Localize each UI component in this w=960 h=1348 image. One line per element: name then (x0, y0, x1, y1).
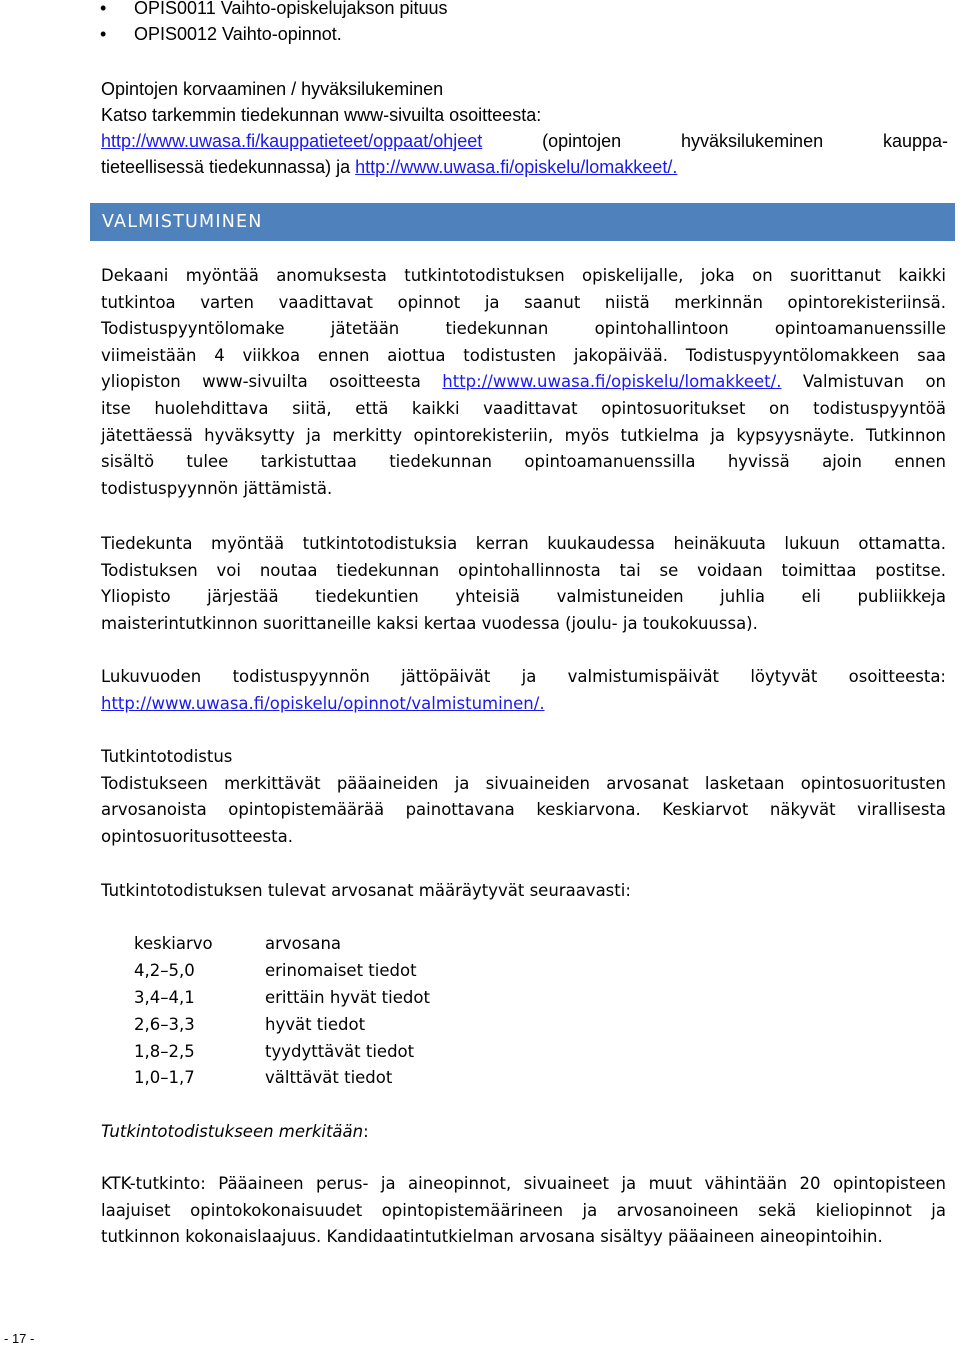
list-item (100, 21, 940, 47)
korvaaminen-title: Opintojen korvaaminen / hyväksilukeminen (101, 79, 444, 99)
paragraph-tutkintotodistus (101, 744, 946, 850)
table-header: arvosana (265, 934, 342, 953)
text-line (101, 691, 946, 718)
table-header-row (134, 931, 430, 958)
text-line: tutkinnon kokonaislaajuus. Kandidaatintutkielman arvosana sisältyy pääaineen aineopintoihin. (101, 1227, 883, 1247)
text-line: sisältö tulee tarkistuttaa tiedekunnan opintoamanuenssilla hyvissä ajoin ennen (101, 452, 946, 472)
table-header: keskiarvo (134, 934, 213, 953)
text-line: Tiedekunta myöntää tutkintotodistuksia kerran kuukaudessa heinäkuuta lukuun ottamatta. (101, 534, 946, 553)
text-line: itse huolehdittava siitä, että kaikki vaadittavat opintosuoritukset on todistuspyyntöä (101, 398, 946, 418)
page-number: - 17 - (4, 1331, 35, 1346)
table-row (134, 1065, 430, 1092)
table-cell: tyydyttävät tiedot (265, 1041, 415, 1061)
table-row (134, 1012, 430, 1039)
text-line: laajuiset opintokokonaisuudet opintopistemäärineen ja arvosanoineen sekä kieliopinnot ja (101, 1200, 946, 1220)
lomakkeet-link[interactable]: http://www.uwasa.fi/opiskelu/lomakkeet/. (442, 372, 782, 392)
text-line: tutkintoa varten vaadittavat opinnot ja saanut niistä merkinnän opintorekisteriinsä. (101, 292, 946, 312)
table-cell: 1,8–2,5 (134, 1041, 195, 1061)
text-fragment: : (363, 1122, 369, 1141)
text-line: viimeistään 4 viikkoa ennen aiottua todistusten jakopäivää. Todistuspyyntölomakkeen saa (101, 345, 946, 365)
table-cell: 4,2–5,0 (134, 960, 195, 980)
table-cell: hyvät tiedot (265, 1014, 366, 1034)
text-line: arvosanoista opintopistemäärää painottavana keskiarvona. Keskiarvot näkyvät virallisesta (101, 800, 946, 820)
lomakkeet-link[interactable]: http://www.uwasa.fi/opiskelu/lomakkeet/. (355, 157, 678, 177)
korvaaminen-section (101, 76, 948, 180)
korvaaminen-line (101, 154, 948, 180)
list-item (100, 0, 940, 21)
text-line: Lukuvuoden todistuspyynnön jättöpäivät ja valmistumispäivät löytyvät osoitteesta: (101, 667, 946, 686)
text-line: Yliopisto järjestää tiedekuntien yhteisiä valmistuneiden juhlia eli publiikkeja (101, 587, 946, 607)
text-line: jätettäessä hyväksytty ja merkitty opintorekisteriin, myös tutkielma ja kypsyysnäyte. Tutkinnon (101, 425, 946, 445)
table-cell: 1,0–1,7 (134, 1068, 195, 1088)
table-row (134, 958, 430, 985)
table-cell: 3,4–4,1 (134, 987, 195, 1007)
text-line: Dekaani myöntää anomuksesta tutkintotodistuksen opiskelijalle, joka on suorittanut kaikki (101, 266, 946, 285)
text-line: Todistuspyyntölomake jätetään tiedekunnan opintohallintoon opintoamanuenssille (101, 319, 946, 339)
korvaaminen-text: tieteellisessä tiedekunnassa) ja (101, 157, 351, 177)
korvaaminen-text: (opintojen hyväksilukeminen kauppa- (542, 131, 948, 151)
paragraph-valmistuminen (101, 263, 946, 502)
text-line: maisterintutkinnon suorittaneille kaksi kertaa vuodessa (joulu- ja toukokuussa). (101, 613, 758, 633)
text-fragment: Valmistuvan on (802, 372, 947, 392)
text-line: Tutkintotodistuksen tulevat arvosanat määräytyvät seuraavasti: (101, 881, 631, 900)
bullet-icon: • (100, 0, 107, 18)
subsection-title: Tutkintotodistus (101, 747, 233, 766)
text-line: todistuspyynnön jättämistä. (101, 478, 333, 498)
ohjeet-link[interactable]: http://www.uwasa.fi/kauppatieteet/oppaat/ohjeet (101, 131, 483, 151)
section-heading: VALMISTUMINEN (102, 212, 263, 232)
paragraph-jattopaivat (101, 664, 946, 717)
paragraph-arvosanat-intro (101, 878, 946, 905)
paragraph-ktk (101, 1171, 946, 1251)
text-line: Todistukseen merkittävät pääaineiden ja sivuaineiden arvosanat lasketaan opintosuoritusten (101, 773, 946, 793)
table-row (134, 1039, 430, 1066)
text-line (101, 369, 946, 396)
table-cell: erinomaiset tiedot (265, 960, 417, 980)
table-cell: välttävät tiedot (265, 1068, 393, 1088)
korvaaminen-line (101, 128, 948, 154)
text-line: KTK-tutkinto: Pääaineen perus- ja aineopinnot, sivuaineet ja muut vähintään 20 opintopisteen (101, 1174, 946, 1193)
valmistuminen-link[interactable]: http://www.uwasa.fi/opiskelu/opinnot/valmistuminen/. (101, 693, 545, 713)
table-cell: erittäin hyvät tiedot (265, 987, 430, 1007)
grade-table (134, 931, 430, 1092)
bullet-text: OPIS0011 Vaihto-opiskelujakson pituus (134, 0, 448, 18)
section-heading-banner (90, 203, 955, 241)
text-line (101, 1119, 946, 1146)
italic-label: Tutkintotodistukseen merkitään (101, 1122, 364, 1141)
paragraph-merkitaan (101, 1119, 946, 1146)
text-line: Todistuksen voi noutaa tiedekunnan opintohallinnosta tai se voidaan toimittaa postitse. (101, 560, 946, 580)
bullet-icon: • (100, 24, 107, 44)
bullet-list (100, 0, 940, 47)
table-cell: 2,6–3,3 (134, 1014, 195, 1034)
korvaaminen-intro: Katso tarkemmin tiedekunnan www-sivuilta osoitteesta: (101, 105, 542, 125)
bullet-text: OPIS0012 Vaihto-opinnot. (134, 24, 342, 44)
table-row (134, 985, 430, 1012)
text-line: opintosuoritusotteesta. (101, 826, 293, 846)
text-fragment: yliopiston www-sivuilta osoitteesta (101, 372, 421, 392)
paragraph-todistukset (101, 531, 946, 637)
